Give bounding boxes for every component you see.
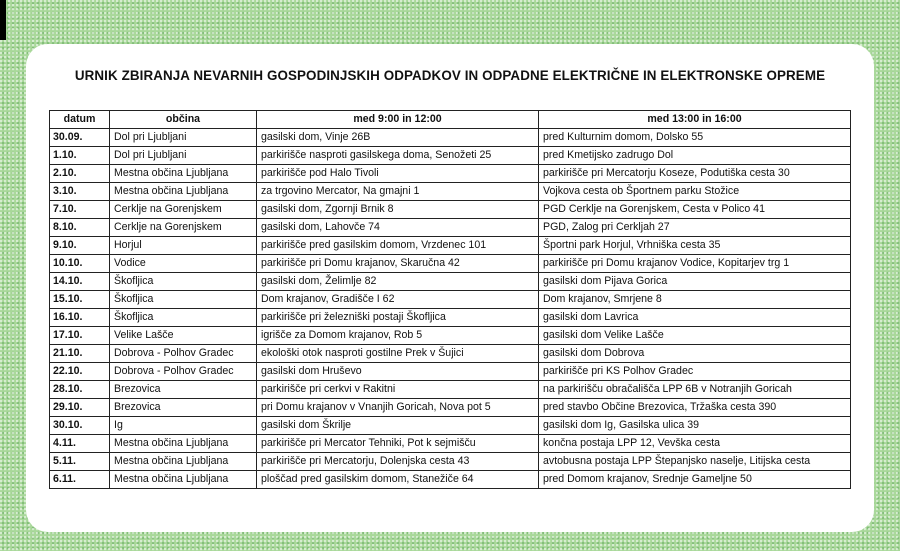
cell-afternoon-location: pred Kulturnim domom, Dolsko 55 (539, 129, 851, 147)
table-row (50, 453, 851, 471)
schedule-panel (26, 44, 874, 532)
table-row (50, 399, 851, 417)
cell-morning-location: parkirišče pri Mercator Tehniki, Pot k sejmišču (257, 435, 539, 453)
cell-date: 5.11. (50, 453, 110, 471)
cell-morning-location: parkirišče pri Domu krajanov, Skaručna 42 (257, 255, 539, 273)
cell-municipality: Cerklje na Gorenjskem (110, 201, 257, 219)
cell-morning-location: pri Domu krajanov v Vnanjih Goricah, Nova pot 5 (257, 399, 539, 417)
table-row (50, 309, 851, 327)
cell-morning-location: gasilski dom Hruševo (257, 363, 539, 381)
table-row (50, 255, 851, 273)
cell-date: 30.10. (50, 417, 110, 435)
cell-date: 8.10. (50, 219, 110, 237)
cell-date: 28.10. (50, 381, 110, 399)
table-row (50, 147, 851, 165)
cell-date: 17.10. (50, 327, 110, 345)
cell-municipality: Dobrova - Polhov Gradec (110, 363, 257, 381)
cell-date: 15.10. (50, 291, 110, 309)
table-header-row (50, 111, 851, 129)
cell-afternoon-location: Vojkova cesta ob Športnem parku Stožice (539, 183, 851, 201)
cell-morning-location: ekološki otok nasproti gostilne Prek v Šujici (257, 345, 539, 363)
cell-afternoon-location: gasilski dom Pijava Gorica (539, 273, 851, 291)
cell-date: 3.10. (50, 183, 110, 201)
cell-municipality: Mestna občina Ljubljana (110, 435, 257, 453)
cell-date: 30.09. (50, 129, 110, 147)
cell-morning-location: parkirišče nasproti gasilskega doma, Senožeti 25 (257, 147, 539, 165)
cell-morning-location: igrišče za Domom krajanov, Rob 5 (257, 327, 539, 345)
cell-municipality: Mestna občina Ljubljana (110, 183, 257, 201)
table-row (50, 219, 851, 237)
cell-date: 22.10. (50, 363, 110, 381)
cell-afternoon-location: na parkirišču obračališča LPP 6B v Notranjih Goricah (539, 381, 851, 399)
table-row (50, 273, 851, 291)
cell-municipality: Velike Lašče (110, 327, 257, 345)
cell-afternoon-location: Športni park Horjul, Vrhniška cesta 35 (539, 237, 851, 255)
corner-mark (0, 0, 6, 40)
cell-date: 2.10. (50, 165, 110, 183)
cell-morning-location: Dom krajanov, Gradišče I 62 (257, 291, 539, 309)
cell-date: 9.10. (50, 237, 110, 255)
cell-municipality: Brezovica (110, 381, 257, 399)
cell-municipality: Škofljica (110, 273, 257, 291)
table-row (50, 165, 851, 183)
cell-morning-location: parkirišče pri Mercatorju, Dolenjska cesta 43 (257, 453, 539, 471)
cell-afternoon-location: PGD, Zalog pri Cerkljah 27 (539, 219, 851, 237)
cell-municipality: Cerklje na Gorenjskem (110, 219, 257, 237)
cell-afternoon-location: parkirišče pri KS Polhov Gradec (539, 363, 851, 381)
cell-afternoon-location: parkirišče pri Domu krajanov Vodice, Kopitarjev trg 1 (539, 255, 851, 273)
cell-municipality: Mestna občina Ljubljana (110, 471, 257, 489)
cell-afternoon-location: končna postaja LPP 12, Vevška cesta (539, 435, 851, 453)
cell-afternoon-location: avtobusna postaja LPP Štepanjsko naselje, Litijska cesta (539, 453, 851, 471)
cell-morning-location: gasilski dom, Lahovče 74 (257, 219, 539, 237)
table-row (50, 129, 851, 147)
header-morning: med 9:00 in 12:00 (257, 111, 539, 129)
table-row (50, 201, 851, 219)
table-row (50, 381, 851, 399)
cell-morning-location: gasilski dom, Vinje 26B (257, 129, 539, 147)
cell-date: 21.10. (50, 345, 110, 363)
table-row (50, 345, 851, 363)
cell-afternoon-location: gasilski dom Lavrica (539, 309, 851, 327)
cell-municipality: Horjul (110, 237, 257, 255)
cell-afternoon-location: gasilski dom Dobrova (539, 345, 851, 363)
cell-municipality: Dobrova - Polhov Gradec (110, 345, 257, 363)
page-title: URNIK ZBIRANJA NEVARNIH GOSPODINJSKIH ODPADKOV IN ODPADNE ELEKTRIČNE IN ELEKTRONSKE OPREME (74, 68, 826, 83)
cell-municipality: Dol pri Ljubljani (110, 129, 257, 147)
cell-date: 7.10. (50, 201, 110, 219)
header-municipality: občina (110, 111, 257, 129)
cell-afternoon-location: parkirišče pri Mercatorju Koseze, Podutiška cesta 30 (539, 165, 851, 183)
cell-date: 14.10. (50, 273, 110, 291)
cell-morning-location: gasilski dom, Želimlje 82 (257, 273, 539, 291)
table-row (50, 237, 851, 255)
cell-municipality: Dol pri Ljubljani (110, 147, 257, 165)
cell-municipality: Ig (110, 417, 257, 435)
cell-municipality: Brezovica (110, 399, 257, 417)
cell-morning-location: parkirišče pri cerkvi v Rakitni (257, 381, 539, 399)
cell-afternoon-location: gasilski dom Velike Lašče (539, 327, 851, 345)
cell-afternoon-location: pred Domom krajanov, Srednje Gameljne 50 (539, 471, 851, 489)
table-row (50, 417, 851, 435)
cell-morning-location: gasilski dom, Zgornji Brnik 8 (257, 201, 539, 219)
cell-date: 10.10. (50, 255, 110, 273)
cell-morning-location: za trgovino Mercator, Na gmajni 1 (257, 183, 539, 201)
cell-date: 4.11. (50, 435, 110, 453)
cell-morning-location: parkirišče pred gasilskim domom, Vrzdenec 101 (257, 237, 539, 255)
cell-morning-location: gasilski dom Škrilje (257, 417, 539, 435)
cell-afternoon-location: PGD Cerklje na Gorenjskem, Cesta v Polico 41 (539, 201, 851, 219)
header-afternoon: med 13:00 in 16:00 (539, 111, 851, 129)
table-row (50, 327, 851, 345)
table-row (50, 435, 851, 453)
cell-municipality: Mestna občina Ljubljana (110, 165, 257, 183)
cell-morning-location: parkirišče pri železniški postaji Škofljica (257, 309, 539, 327)
cell-date: 29.10. (50, 399, 110, 417)
cell-afternoon-location: gasilski dom Ig, Gasilska ulica 39 (539, 417, 851, 435)
cell-date: 1.10. (50, 147, 110, 165)
header-date: datum (50, 111, 110, 129)
schedule-table (49, 110, 851, 489)
cell-afternoon-location: pred Kmetijsko zadrugo Dol (539, 147, 851, 165)
cell-afternoon-location: Dom krajanov, Smrjene 8 (539, 291, 851, 309)
table-row (50, 183, 851, 201)
cell-municipality: Mestna občina Ljubljana (110, 453, 257, 471)
cell-afternoon-location: pred stavbo Občine Brezovica, Tržaška cesta 390 (539, 399, 851, 417)
table-row (50, 471, 851, 489)
cell-morning-location: parkirišče pod Halo Tivoli (257, 165, 539, 183)
cell-date: 16.10. (50, 309, 110, 327)
table-row (50, 363, 851, 381)
cell-date: 6.11. (50, 471, 110, 489)
cell-municipality: Vodice (110, 255, 257, 273)
table-row (50, 291, 851, 309)
cell-municipality: Škofljica (110, 309, 257, 327)
cell-municipality: Škofljica (110, 291, 257, 309)
cell-morning-location: ploščad pred gasilskim domom, Stanežiče 64 (257, 471, 539, 489)
